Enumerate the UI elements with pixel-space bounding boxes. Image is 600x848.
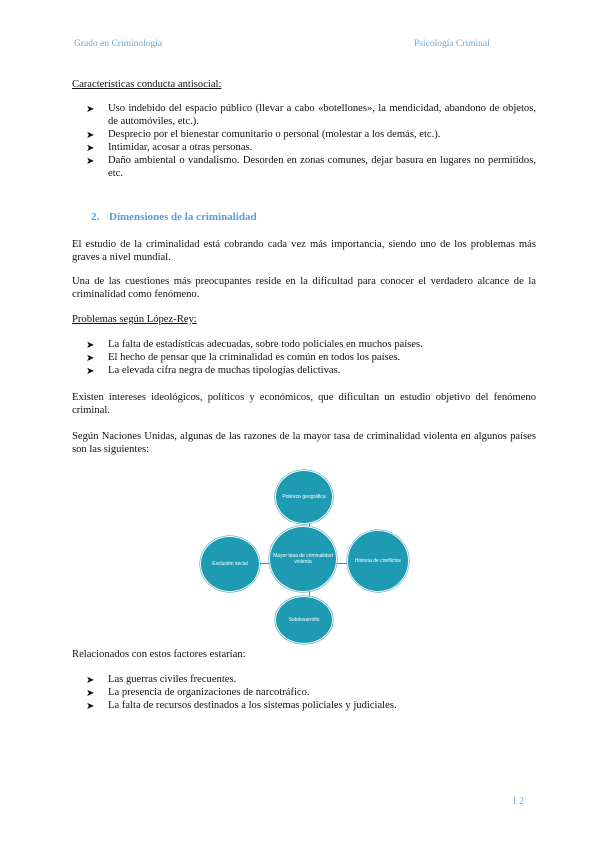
factor-conflict-history: Historia de conflictos [347, 530, 409, 592]
list-item: ➤ La falta de recursos destinados a los sistemas policiales y judiciales. [86, 700, 397, 712]
arrow-bullet-icon: ➤ [86, 143, 95, 154]
factor-underdevelopment: Subdesarrollo [275, 596, 333, 644]
factor-social-exclusion: Exclusión social [200, 536, 260, 592]
list-item: ➤ Las guerras civiles frecuentes. [86, 674, 237, 686]
antisocial-list [86, 102, 536, 180]
arrow-bullet-icon: ➤ [86, 675, 95, 686]
list-item: ➤ La presencia de organizaciones de narcotráfico. [86, 687, 310, 699]
lopez-rey-heading: Problemas según López-Rey: [72, 314, 197, 325]
list-item: ➤ Uso indebido del espacio público (llevar a cabo «botellones», la mendicidad, abandono de objetos, de automóviles, etc.). [86, 103, 536, 127]
list-item: ➤ Daño ambiental o vandalismo. Desorden en zonas comunes, dejar basura en lugares no permitidos, etc. [86, 155, 536, 179]
page-number: 12 [512, 796, 526, 807]
paragraph-un: Según Naciones Unidas, algunas de las razones de la mayor tasa de criminalidad violenta en algunos países son las siguientes: [72, 431, 536, 455]
header-course: Grado en Criminología [74, 39, 163, 49]
related-list [86, 673, 536, 712]
list-item: ➤ Desprecio por el bienestar comunitario o personal (molestar a los demás, etc.). [86, 129, 441, 141]
arrow-bullet-icon: ➤ [86, 688, 95, 699]
factor-poverty: Pobreza geográfica [275, 470, 333, 524]
antisocial-heading: Características conducta antisocial: [72, 79, 222, 90]
arrow-bullet-icon: ➤ [86, 104, 95, 115]
lopez-rey-list [86, 338, 536, 377]
list-item: ➤ Intimidar, acosar a otras personas. [86, 142, 253, 154]
related-heading: Relacionados con estos factores estarían: [72, 649, 246, 660]
criminality-diagram [195, 468, 425, 646]
section-heading [91, 211, 257, 223]
list-item: ➤ El hecho de pensar que la criminalidad es común en todos los países. [86, 352, 401, 364]
arrow-bullet-icon: ➤ [86, 340, 95, 351]
paragraph-interests: Existen intereses ideológicos, políticos y económicos, que dificultan un estudio objetivo del fenómeno criminal. [72, 392, 536, 416]
center-violent-criminality: Mayor tasa de criminalidad violenta [269, 526, 337, 592]
header-subject: Psicología Criminal [414, 39, 490, 49]
arrow-bullet-icon: ➤ [86, 156, 95, 167]
paragraph-importance: El estudio de la criminalidad está cobrando cada vez más importancia, siendo uno de los problemas más graves a nivel mundial. [72, 239, 536, 263]
arrow-bullet-icon: ➤ [86, 701, 95, 712]
arrow-bullet-icon: ➤ [86, 366, 95, 377]
section-number: 2. [91, 211, 100, 223]
arrow-bullet-icon: ➤ [86, 353, 95, 364]
arrow-bullet-icon: ➤ [86, 130, 95, 141]
paragraph-difficulty: Una de las cuestiones más preocupantes reside en la dificultad para conocer el verdadero alcance de la criminalidad como fenómeno. [72, 276, 536, 300]
list-item: ➤ La elevada cifra negra de muchas tipologías delictivas. [86, 365, 341, 377]
section-title: Dimensiones de la criminalidad [109, 211, 257, 223]
list-item: ➤ La falta de estadísticas adecuadas, sobre todo policiales en muchos países. [86, 339, 423, 351]
